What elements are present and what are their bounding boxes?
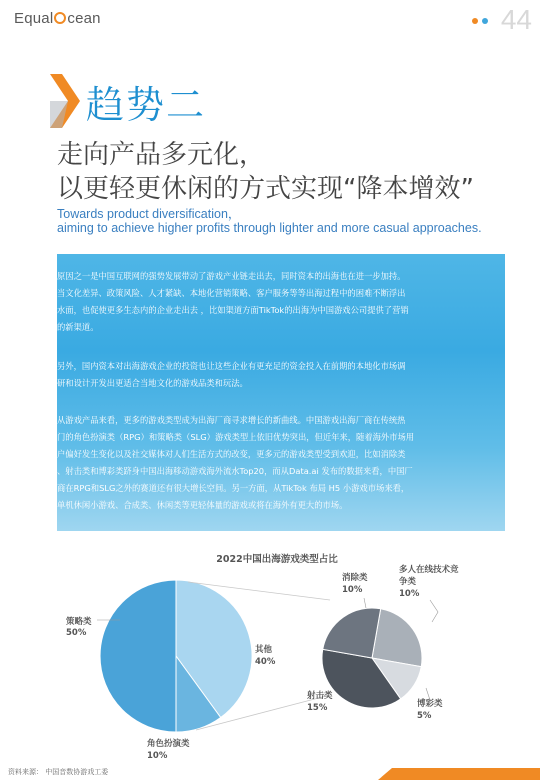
sub-pie	[322, 608, 422, 708]
p1-line: 原因之一是中国互联网的强势发展带动了游戏产业链走出去，同时资本的出海也在进一步加持。	[57, 271, 406, 281]
logo-o-ring-icon	[54, 12, 66, 24]
orange-dot-icon	[472, 18, 478, 24]
chart-title: 2022中国出海游戏类型占比	[216, 554, 338, 565]
label-moba-name-1: 多人在线技术竞	[399, 565, 459, 575]
pie-of-pie-chart	[0, 540, 540, 765]
label-elim-name: 消除类	[342, 573, 368, 583]
leader-line-moba	[430, 600, 438, 622]
p3-line: 户偏好发生变化以及社交媒体对人们生活方式的改变，更多元的游戏类型受到欢迎，比如消除类	[57, 449, 406, 459]
paragraph-3	[57, 412, 489, 514]
equalocean-logo	[14, 10, 101, 27]
label-moba-name-2: 争类	[399, 577, 417, 587]
headline-line-2: 以更轻更休闲的方式实现“降本增效”	[57, 174, 474, 204]
main-pie-slice-0	[100, 580, 176, 732]
label-shoot-name: 射击类	[307, 691, 333, 701]
label-other-name: 其他	[255, 645, 273, 655]
blue-dot-icon	[482, 18, 488, 24]
section-title: 趋势二	[86, 83, 207, 127]
label-shoot-pct: 15%	[307, 703, 328, 713]
logo-text-part2: cean	[67, 10, 101, 27]
label-other-pct: 40%	[255, 657, 276, 667]
label-gamble-pct: 5%	[417, 711, 432, 721]
label-rpg-pct: 10%	[147, 751, 168, 761]
p3-line: 单机休闲小游戏、合成类、休闲类等更轻体量的游戏或将在海外有更大的市场。	[57, 500, 348, 510]
logo-text-part1: Equal	[14, 10, 54, 27]
p3-line: 从游戏产品来看，更多的游戏类型成为出海厂商寻求增长的新曲线。中国游戏出海厂商在传统热	[57, 415, 406, 425]
chevron-arrow-icon	[50, 74, 80, 128]
english-subheadline	[57, 207, 482, 235]
label-rpg-name: 角色扮演类	[147, 739, 190, 749]
p2-line: 研和设计开发出更适合当地文化的游戏品类和玩法。	[57, 378, 248, 388]
label-elim-pct: 10%	[342, 585, 363, 595]
leader-line-elim	[364, 598, 366, 608]
p1-line: 的新渠道。	[57, 322, 99, 332]
p3-line: 商在RPG和SLG之外的赛道还有很大增长空间。另一方面，从TikTok 布局 H5 小游戏市场来看，	[57, 483, 410, 493]
page-number: 44	[500, 4, 532, 35]
p2-line: 另外，国内资本对出海游戏企业的投资也让这些企业有更充足的资金投入在前期的本地化市场调	[57, 361, 406, 371]
headline-line-1: 走向产品多元化，	[57, 140, 266, 170]
subhead-line-2: aiming to achieve higher profits through lighter and more casual approaches.	[57, 221, 482, 235]
p3-line: 、射击类和博彩类跻身中国出海移动游戏海外流水Top20，而从Data.ai 发布的数据来看，中国厂	[57, 466, 413, 476]
source-note: 资料来源： 中国音数协游戏工委	[8, 768, 109, 776]
footer-accent-bar	[378, 768, 540, 780]
subhead-line-1: Towards product diversification，	[57, 207, 241, 221]
sub-pie-slice-3	[323, 608, 381, 658]
p1-line: 水面，也促使更多生态内的企业走出去 ，比如渠道方面TikTok的出海为中国游戏公司提供了营销	[57, 305, 409, 315]
paragraph-1	[57, 268, 489, 336]
label-strategy-pct: 50%	[66, 628, 87, 638]
label-moba-pct: 10%	[399, 589, 420, 599]
p3-line: 门的角色扮演类（RPG）和策略类（SLG）游戏类型上依旧优势突出，但近年来，随着海外市场用	[57, 432, 415, 442]
p1-line: 当文化差异、政策风险、人才紧缺、本地化营销策略、客户服务等等出海过程中的困难不断浮出	[57, 288, 406, 298]
label-strategy-name: 策略类	[66, 617, 92, 627]
label-gamble-name: 博彩类	[417, 699, 443, 709]
body-text-box	[57, 254, 505, 531]
main-pie	[100, 580, 252, 732]
paragraph-2	[57, 358, 489, 392]
headline	[57, 138, 474, 206]
